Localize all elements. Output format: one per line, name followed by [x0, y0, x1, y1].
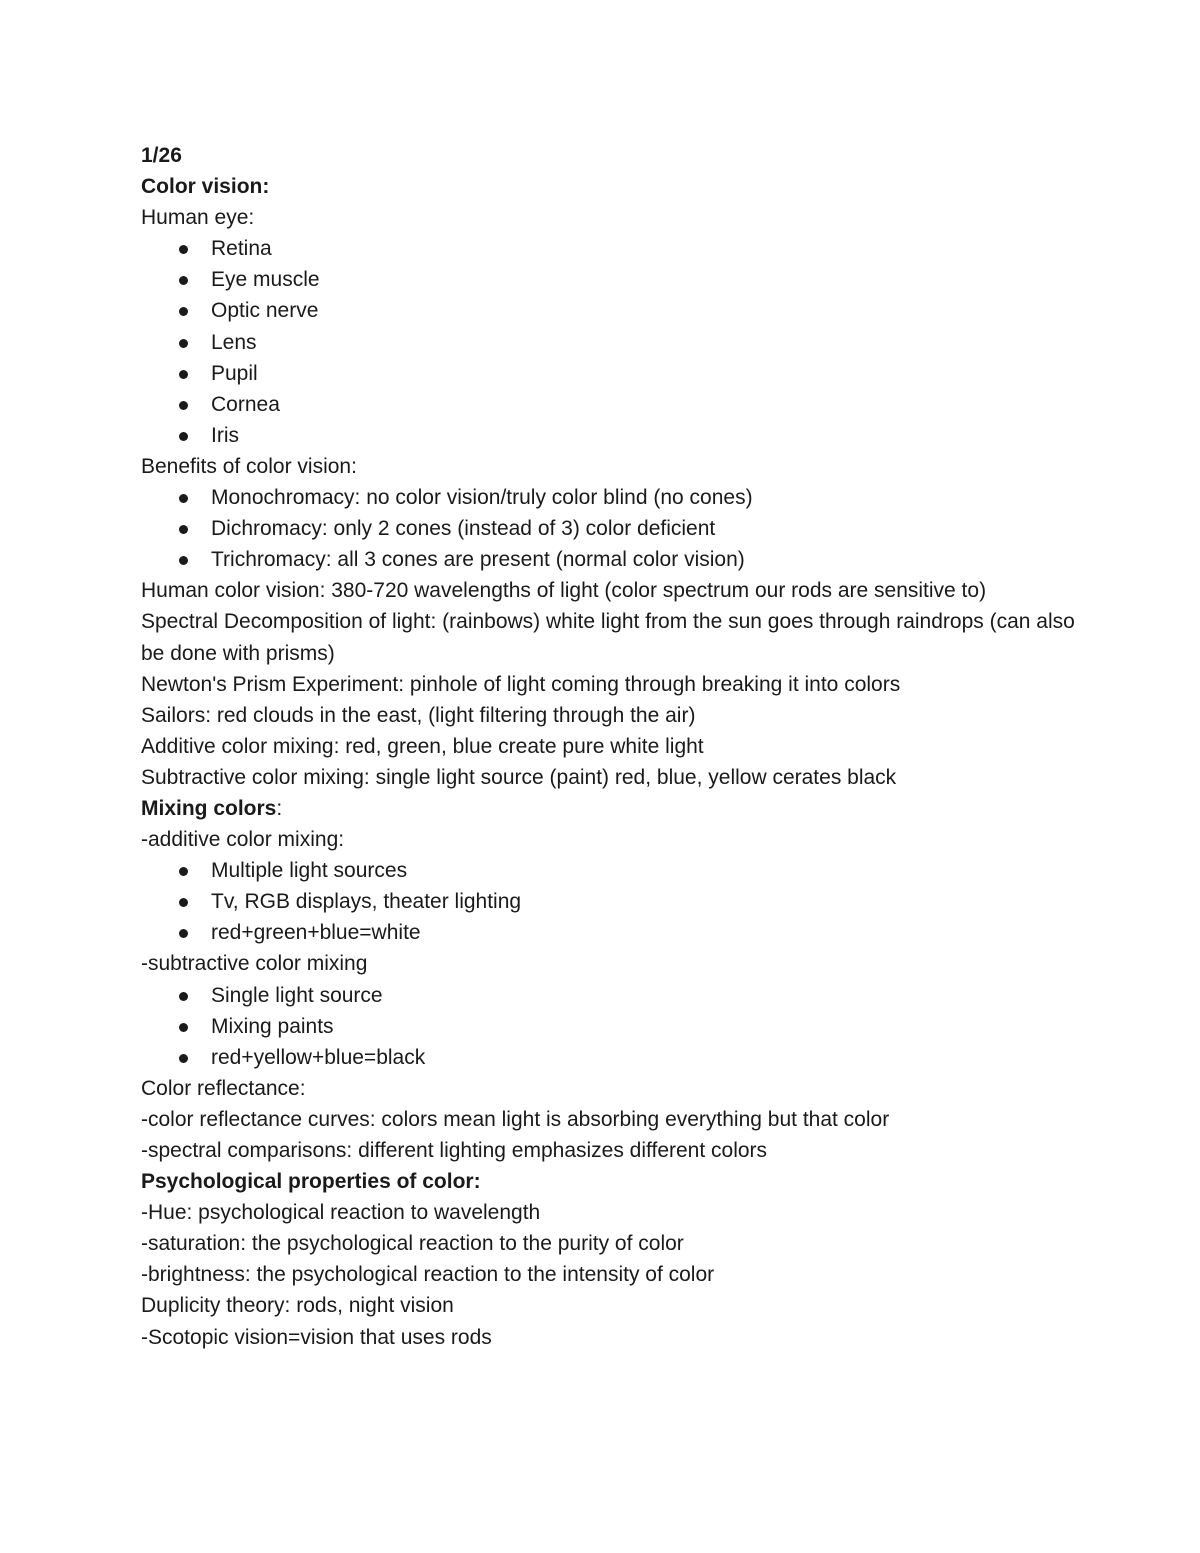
- additive-list: [141, 855, 1101, 948]
- benefits-label: Benefits of color vision:: [141, 454, 357, 478]
- bullet-icon: [179, 1054, 188, 1063]
- human-eye-label: Human eye:: [141, 206, 255, 230]
- subtractive-list: [141, 980, 1101, 1073]
- note-line: -color reflectance curves: colors mean light is absorbing everything but that color: [141, 1107, 890, 1131]
- bullet-icon: [179, 276, 188, 285]
- list-item: red+green+blue=white: [141, 917, 1101, 948]
- list-item: Eye muscle: [141, 264, 1101, 295]
- bullet-icon: [179, 929, 188, 938]
- mixing-colors-heading: Mixing colors:: [141, 796, 283, 820]
- bullet-icon: [179, 401, 188, 410]
- list-item: Iris: [141, 420, 1101, 451]
- list-item: Single light source: [141, 980, 1101, 1011]
- list-item: Cornea: [141, 389, 1101, 420]
- bullet-icon: [179, 245, 188, 254]
- bullet-icon: [179, 370, 188, 379]
- list-item: Optic nerve: [141, 295, 1101, 326]
- list-item: Monochromacy: no color vision/truly color blind (no cones): [141, 482, 1101, 513]
- note-line: Sailors: red clouds in the east, (light filtering through the air): [141, 703, 696, 727]
- note-line: Spectral Decomposition of light: (rainbows) white light from the sun goes through raindrops (can also be done with prisms): [141, 610, 1075, 665]
- note-line: -Hue: psychological reaction to wavelength: [141, 1201, 541, 1225]
- note-line: -saturation: the psychological reaction to the purity of color: [141, 1232, 684, 1256]
- list-item: Lens: [141, 327, 1101, 358]
- bullet-icon: [179, 307, 188, 316]
- bullet-icon: [179, 556, 188, 565]
- list-item: Tv, RGB displays, theater lighting: [141, 886, 1101, 917]
- additive-label: -additive color mixing:: [141, 828, 345, 852]
- note-line: -Scotopic vision=vision that uses rods: [141, 1325, 492, 1349]
- color-vision-heading: Color vision:: [141, 175, 270, 199]
- benefits-list: [141, 482, 1101, 575]
- bullet-icon: [179, 432, 188, 441]
- reflectance-label: Color reflectance:: [141, 1076, 306, 1100]
- bullet-icon: [179, 992, 188, 1001]
- bullet-icon: [179, 339, 188, 348]
- note-line: Human color vision: 380-720 wavelengths of light (color spectrum our rods are sensitive to): [141, 579, 987, 603]
- subtractive-label: -subtractive color mixing: [141, 952, 368, 976]
- list-item: Retina: [141, 233, 1101, 264]
- list-item: Trichromacy: all 3 cones are present (normal color vision): [141, 544, 1101, 575]
- note-line: Newton's Prism Experiment: pinhole of light coming through breaking it into colors: [141, 672, 901, 696]
- note-line: -brightness: the psychological reaction to the intensity of color: [141, 1263, 715, 1287]
- note-line: -spectral comparisons: different lighting emphasizes different colors: [141, 1139, 768, 1162]
- list-item: Multiple light sources: [141, 855, 1101, 886]
- bullet-icon: [179, 494, 188, 503]
- list-item: Mixing paints: [141, 1011, 1101, 1042]
- document-page: [141, 140, 1101, 1353]
- list-item: Dichromacy: only 2 cones (instead of 3) color deficient: [141, 513, 1101, 544]
- list-item: red+yellow+blue=black: [141, 1042, 1101, 1073]
- eye-parts-list: [141, 233, 1101, 451]
- list-item: Pupil: [141, 358, 1101, 389]
- note-line: Subtractive color mixing: single light source (paint) red, blue, yellow cerates black: [141, 765, 897, 789]
- date-heading: 1/26: [141, 144, 182, 167]
- psych-properties-heading: Psychological properties of color:: [141, 1170, 481, 1194]
- note-line: Duplicity theory: rods, night vision: [141, 1294, 454, 1318]
- bullet-icon: [179, 525, 188, 534]
- bullet-icon: [179, 1023, 188, 1032]
- bullet-icon: [179, 898, 188, 907]
- note-line: Additive color mixing: red, green, blue create pure white light: [141, 734, 704, 758]
- bullet-icon: [179, 867, 188, 876]
